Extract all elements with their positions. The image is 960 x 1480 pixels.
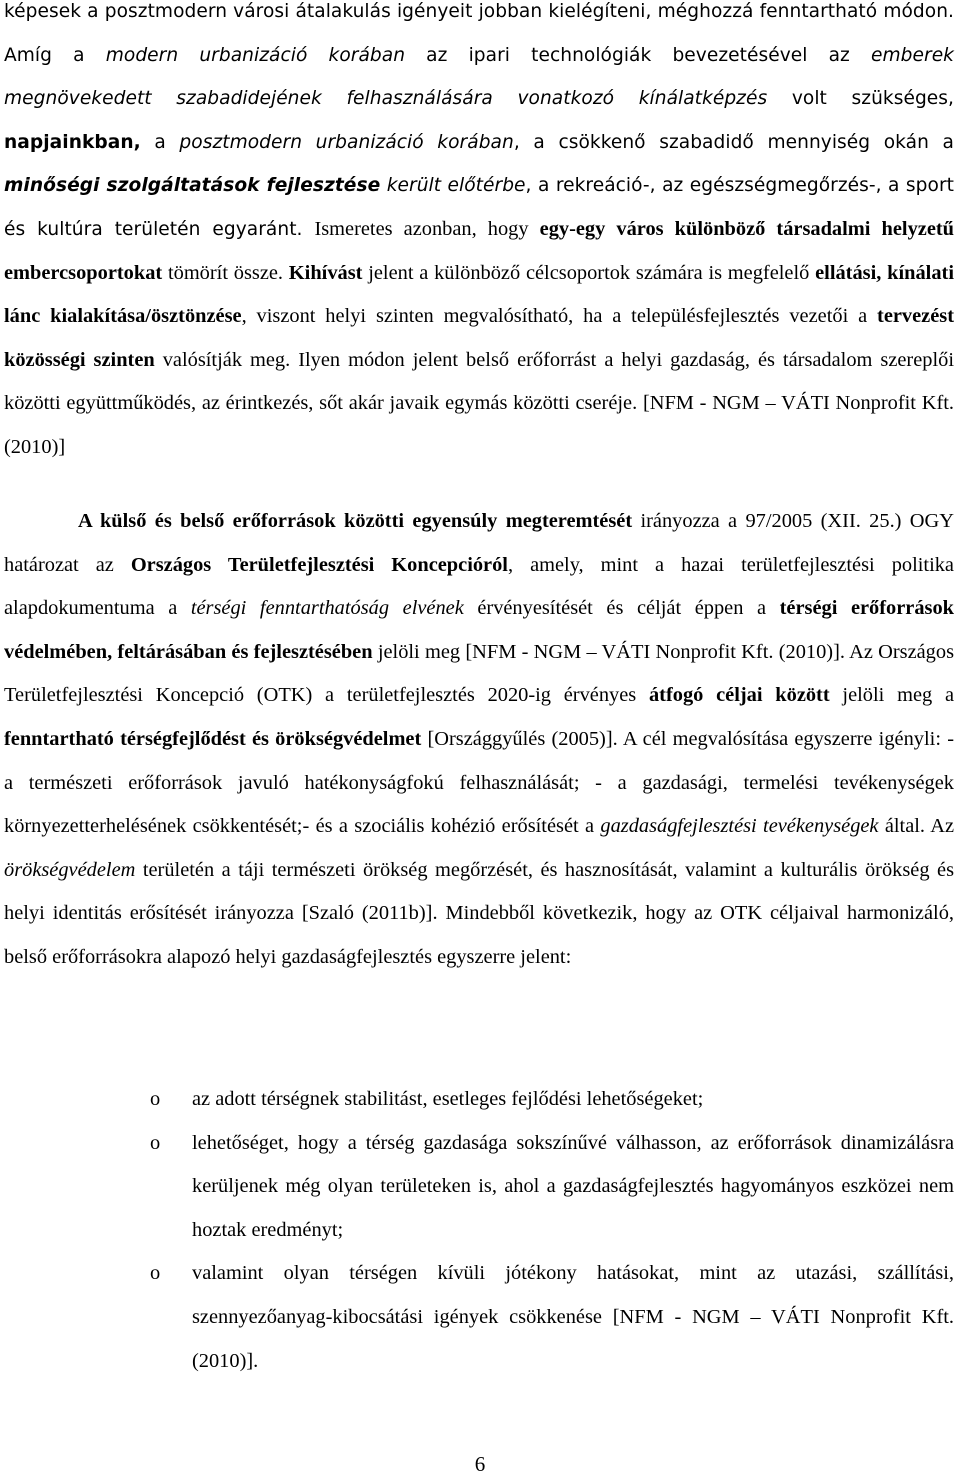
bold-text: fenntartható térségfejlődést és örökségvédelmet <box>4 727 422 750</box>
text-run: az ipari technológiák bevezetésével az <box>405 44 871 66</box>
emphasis-text: került előtérbe <box>386 175 526 197</box>
bold-text: tervezést közösségi szinten <box>4 305 954 371</box>
bold-text: A külső és belső erőforrások közötti egyensúly megteremtését <box>78 510 633 532</box>
body-paragraph-2 <box>4 500 954 980</box>
text-run: képesek a posztmodern városi átalakulás igényeit jobban kielégíteni, méghozzá fenntartható módon. Amíg a <box>4 1 954 66</box>
text-run: volt szükséges, <box>767 88 954 110</box>
bold-text: napjainkban, <box>4 131 141 153</box>
text-run: tömörít össze. <box>162 261 289 284</box>
bold-text: egy-egy város különböző társadalmi helyzetű embercsoportokat <box>4 217 954 284</box>
text-run: , amely, mint a hazai területfejlesztési politika alapdokumentuma a <box>4 553 954 620</box>
text-run: , viszont helyi szinten megvalósítható, ha a településfejlesztés vezetői a <box>241 305 878 328</box>
text-run: területén a táji természeti örökség megőrzését, és hasznosítását, valamint a kulturális örökség és helyi identitás erősítését irányozza [Szaló (2011b)]. Mindebből következik, hogy az OTK céljaival harmonizáló, belső erőforrásokra alapozó helyi gazdaságfejlesztés egyszerre jelent: <box>4 858 954 968</box>
text-run: [Országgyűlés (2005)]. A cél megvalósítása egyszerre igényli: - a természeti erőforrások javuló hatékonyságfokú felhasználását; - a gazdasági, termelési tevékenységek környezetterhelésének csökkentését;- és a szociális kohézió erősítését a <box>4 727 954 838</box>
bold-text: Országos Területfejlesztési Koncepcióról <box>130 553 508 576</box>
text-run: jelöli meg [NFM - NGM – VÁTI Nonprofit Kft. (2010)]. Az Országos Területfejlesztési Koncepció (OTK) a területfejlesztés 2020-ig érvényes <box>4 640 955 707</box>
bullet-marker: o <box>150 1131 161 1154</box>
page-number: 6 <box>474 1452 486 1476</box>
text-run: , a csökkenő szabadidő mennyiség okán a <box>513 131 954 153</box>
list-item <box>0 1078 960 1122</box>
bold-text: Kihívást <box>288 261 363 284</box>
list-item-text: az adott térségnek stabilitást, esetleges fejlődési lehetőségeket; <box>192 1088 704 1110</box>
text-run: jelent a különböző célcsoportok számára is megfelelő <box>362 261 816 284</box>
text-run: a <box>140 131 180 153</box>
emphasis-text: örökségvédelem <box>4 858 136 881</box>
text-run: által. Az <box>878 815 954 838</box>
bullet-marker: o <box>150 1088 161 1110</box>
list-item <box>0 1252 960 1383</box>
emphasis-text: gazdaságfejlesztési tevékenységek <box>600 815 879 838</box>
list-item <box>0 1122 960 1253</box>
bold-italic-text: minőségi szolgáltatások fejlesztése <box>4 175 381 197</box>
citation-text: Ilyen módon jelent belső erőforrást a helyi gazdaság, és társadalom szereplői közötti együttműködés, az érintkezés, sőt akár javaik egymás közötti cseréje. [NFM - NGM – VÁTI Nonprofit Kft. (2010)] <box>4 348 954 458</box>
emphasis-text: posztmodern urbanizáció korában <box>179 131 514 153</box>
body-paragraph-1 <box>4 0 954 470</box>
text-run: jelöli meg a <box>829 684 954 707</box>
text-run: irányozza a 97/2005 (XII. 25.) OGY határozat az <box>4 510 954 576</box>
list-item-text: lehetőséget, hogy a térség gazdasága sokszínűvé válhasson, az erőforrások dinamizálásra kerüljenek még olyan területeken is, ahol a gazdaságfejlesztés hagyományos eszközei nem hoztak eredményt; <box>192 1131 954 1241</box>
list-item-text: valamint olyan térségen kívüli jótékony hatásokat, mint az utazási, szállítási, szennyezőanyag-kibocsátási igények csökkenése [NFM - NGM – VÁTI Nonprofit Kft. (2010)]. <box>192 1262 954 1372</box>
text-run: Ismeretes azonban, hogy <box>314 217 540 240</box>
emphasis-text: emberek megnövekedett szabadidejének felhasználására vonatkozó kínálatképzés <box>4 44 954 110</box>
bullet-marker: o <box>150 1262 161 1285</box>
emphasis-text: térségi fenntarthatóság elvének <box>190 597 464 620</box>
bold-text: térségi erőforrások védelmében, feltárásában és fejlesztésében <box>4 597 954 663</box>
text-run: , a rekreáció-, az egészségmegőrzés-, a sport és kultúra területén egyaránt. <box>4 175 954 240</box>
bold-text: átfogó céljai között <box>648 684 830 707</box>
text-run: valósítják meg. <box>154 348 299 371</box>
bullet-list <box>0 1078 960 1383</box>
text-run: érvényesítését és célját éppen a <box>463 597 780 620</box>
bold-text: ellátási, kínálati lánc kialakítása/ösztönzése <box>4 261 954 328</box>
emphasis-text: modern urbanizáció korában <box>105 44 406 66</box>
